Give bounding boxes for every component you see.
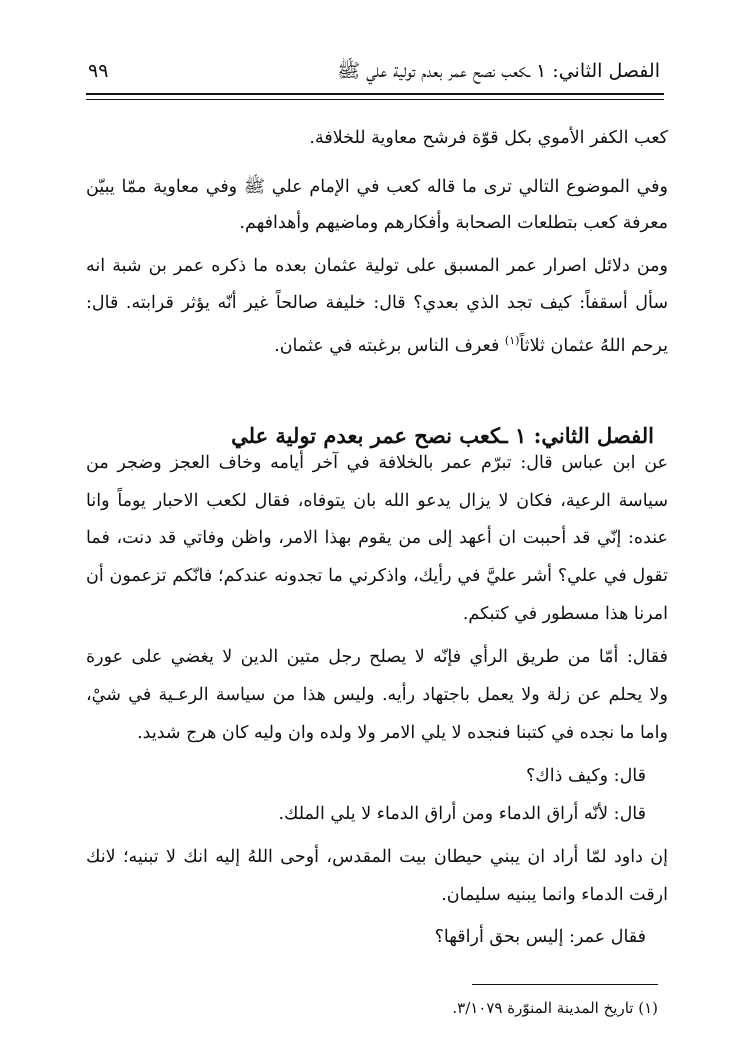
paragraph-line: وفي الموضوع التالي ترى ما قاله كعب في الإمام علي ﷺ وفي معاوية ممّا يبيّن: [86, 177, 668, 197]
paragraph-line: تقول في علي؟ أشر عليَّ في رأيك، واذكرني ما تجدونه عندكم؛ فانّكم تزعمون أن: [86, 566, 668, 586]
page-number: ٩٩: [88, 60, 109, 82]
body-text: [86, 0, 668, 1053]
paragraph-line: فقال عمر: إليس بحق أراقها؟: [434, 927, 646, 947]
paragraph-text: يرحم اللهُ عثمان ثلاثاً: [519, 335, 668, 356]
paragraph-line: امرنا هذا مسطور في كتبكم.: [462, 604, 668, 624]
paragraph-line: إن داود لمّا أراد ان يبني حيطان بيت المقدس، أوحى اللهُ إليه انك لا تبنيه؛ لانك: [86, 847, 668, 867]
paragraph-line: عن ابن عباس قال: تبرّم عمر بالخلافة في آخر أيامه وخاف العجز وضجر من: [86, 453, 668, 473]
paragraph-line: كعب الكفر الأموي بكل قوّة فرشح معاوية للخلافة.: [309, 128, 668, 148]
footnote: (١) تاريخ المدينة المنوّرة ٣/١٠٧٩.: [452, 999, 658, 1017]
paragraph-line: عنده: إنّي قد أحببت ان أعهد إلى من يقوم بهذا الامر، واظن وفاتي قد دنت، فما: [86, 528, 668, 548]
paragraph-line: معرفة كعب بتطلعات الصحابة وأفكارهم وماضيهم وأهدافهم.: [239, 213, 668, 233]
footnote-rule: [472, 984, 658, 985]
chapter-heading: الفصل الثاني: ١ ـكعب نصح عمر بعدم تولية علي: [231, 423, 654, 448]
paragraph-line: ومن دلائل اصرار عمر المسبق على تولية عثمان بعده ما ذكره عمر بن شبة انه: [86, 256, 668, 276]
paragraph-line: ولا يحلم عن زلة ولا يعمل باجتهاد رأيه. وليس هذا من سياسة الرعـية في شيْ،: [86, 685, 668, 705]
paragraph-line: قال: لأنّه أراق الدماء ومن أراق الدماء لا يلي الملك.: [278, 804, 646, 824]
paragraph-line: قال: وكيف ذاك؟: [526, 766, 646, 786]
header-title: الفصل الثاني: ١ ـكعب نصح عمر بعدم تولية علي ﷺ: [337, 60, 660, 82]
footnote-reference[interactable]: (١): [504, 334, 520, 347]
paragraph-text: فعرف الناس برغبته في عثمان.: [274, 335, 500, 356]
paragraph-line: واما ما نجده في كتبنا فنجده لا يلي الامر ولا ولده وان وليه كان هرج شديد.: [137, 723, 668, 743]
paragraph-line: فقال: أمّا من طريق الرأي فإنّه لا يصلح رجل متين الدين لا يغضي على عورة: [86, 647, 668, 667]
paragraph-line: سياسة الرعية، فكان لا يزال يدعو الله بان يتوفاه، فقال لكعب الاحبار يوماً وانا: [86, 491, 668, 511]
paragraph-line: سأل أسقفاً: كيف تجد الذي بعدي؟ قال: خليفة صالحاً غير أنّه يؤثر قرابته. قال:: [86, 293, 668, 313]
paragraph-line: ارقت الدماء وانما يبنيه سليمان.: [441, 885, 668, 905]
